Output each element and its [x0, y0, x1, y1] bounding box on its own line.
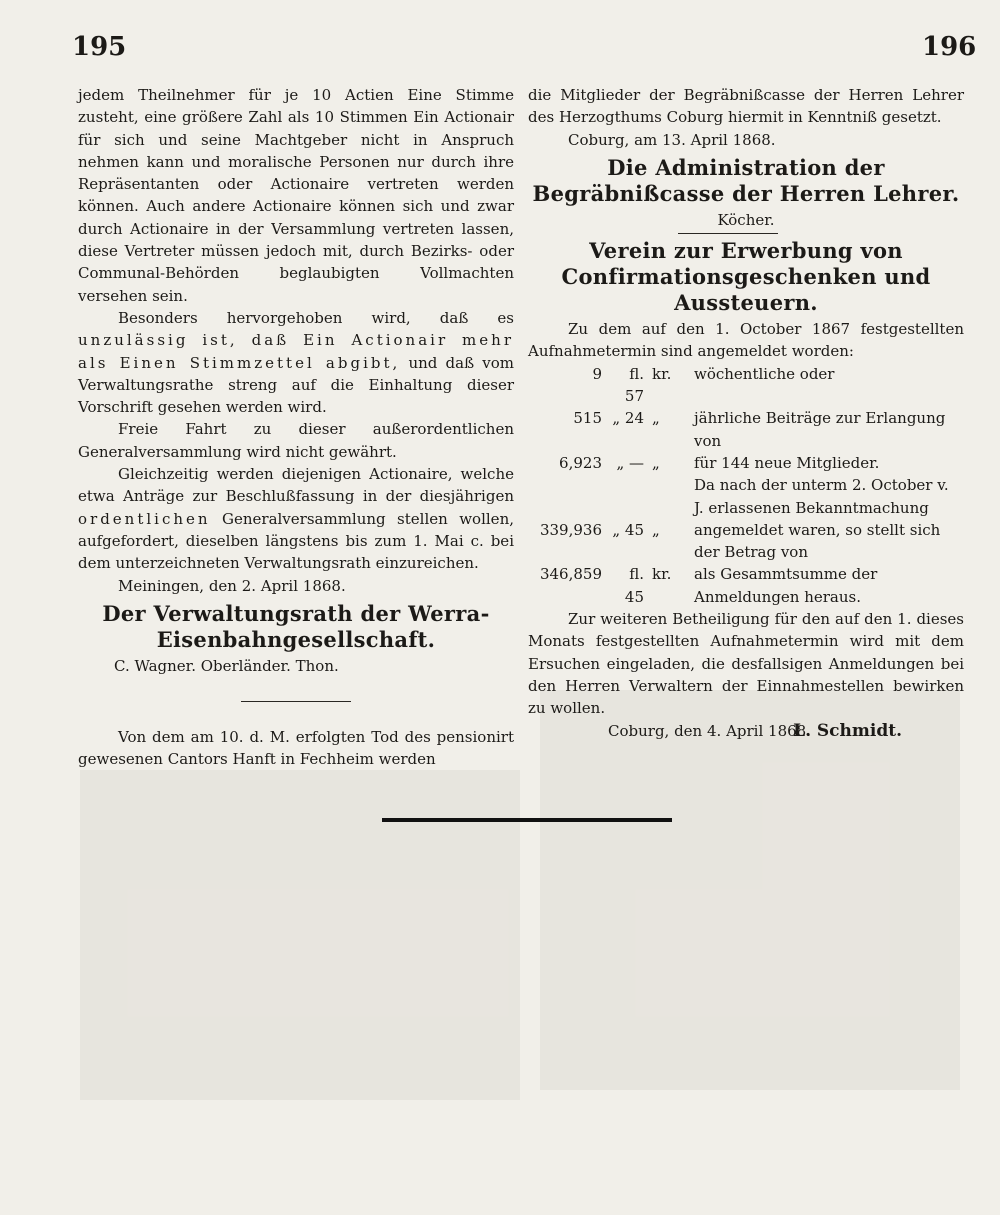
paragraph-emphasis [78, 307, 514, 418]
unit-cell: fl. 57 [624, 364, 644, 406]
unit2-cell: „ [652, 409, 660, 428]
signers: C. Wagner. Oberländer. Thon. [114, 656, 339, 675]
paragraph-free-travel: Freie Fahrt zu dieser außerordentlichen Generalversammlung wird nicht gewährt. [78, 420, 514, 461]
amount-cell: 339,936 [539, 520, 602, 539]
separator-rule [241, 701, 351, 702]
unit2-cell: „ [652, 520, 660, 539]
text-cell: für 144 neue Mitglieder. [694, 453, 880, 472]
unit-cell: fl. 45 [624, 565, 644, 606]
contribution-table [528, 363, 964, 608]
table-row [528, 407, 964, 452]
place-date-text: Coburg, den 4. April 1868. [608, 721, 811, 740]
unit-cell: „ — [616, 453, 644, 472]
page-number-left: 195 [72, 32, 127, 62]
emphasis-rest: und daß vom Verwaltungsrathe streng auf die Einhaltung dieser Vorschrift gesehen werden wird. [78, 353, 514, 417]
left-column [78, 84, 514, 771]
paragraph-voting-rules: jedem Theilnehmer für je 10 Actien Eine Stimme zusteht, eine größere Zahl als 10 Stimmen Ein Actionair für sich und seine Machtgeber nicht in Anspruch nehmen kann und moralische Personen nur durch ihre Repräsentanten oder Actionaire vertreten werden können. Auch andere Actionaire können sich und zwar durch Actionaire in der Versammlung vertreten lassen, diese Vertreter müssen jedoch mit, durch Bezirks- oder Communal-Behörden beglaubigten Vollmachten versehen sein. [78, 86, 514, 305]
amount-cell: 346,859 [539, 565, 602, 584]
proposals-intro: Gleichzeitig werden diejenigen Actionaire, welche etwa Anträge zur Beschlußfassung in der diesjährigen [78, 465, 514, 506]
right-column [528, 84, 964, 742]
amount-cell: 515 [573, 409, 602, 428]
signer-1: Köcher. [717, 210, 775, 229]
unit-cell: „ 45 [612, 520, 644, 539]
signer-2: L. Schmidt. [793, 720, 902, 741]
amount-cell: 9 [592, 364, 602, 383]
association-heading: Verein zur Erwerbung von Confirmationsgeschenken und Aussteuern. [561, 238, 931, 316]
paragraph-invitation: Zur weiteren Betheiligung für den auf den 1. dieses Monats festgestellten Aufnahmetermin wird mit dem Ersuchen eingeladen, die desfallsigen Anmeldungen bei den Herren Verwaltern der Einnahmestellen bewirken zu wollen. [528, 610, 964, 718]
unit2-cell: kr. [652, 364, 672, 383]
paragraph-intro: Zu dem auf den 1. October 1867 festgestellten Aufnahmetermin sind angemeldet worden: [528, 320, 964, 361]
signatory-heading: Der Verwaltungsrath der Werra-Eisenbahngesellschaft. [102, 600, 490, 652]
mid-text-cell: Da nach der unterm 2. October v. J. erlassenen Bekanntmachung [694, 476, 949, 517]
table-row [528, 519, 964, 564]
unit2-cell: „ [652, 453, 660, 472]
amount-cell: 6,923 [559, 453, 602, 472]
heavy-rule [382, 818, 672, 822]
text-cell: wöchentliche oder [694, 364, 835, 383]
death-notice: Von dem am 10. d. M. erfolgten Tod des pensionirt gewesenen Cantors Hanft in Fechheim werden [78, 728, 514, 769]
table-row [528, 563, 964, 608]
unit2-cell: kr. [652, 565, 672, 584]
separator-rule-short [678, 233, 778, 234]
text-cell: angemeldet waren, so stellt sich der Betrag von [694, 520, 941, 562]
proposals-rest: Generalversammlung stellen wollen, aufgefordert, dieselben längstens bis zum 1. Mai c. bei dem unterzeichneten Verwaltungsrath einzureichen. [78, 509, 514, 573]
emphasis-spaced-text: unzulässig ist, daß Ein Actionair mehr als Einen Stimmzettel abgibt, [78, 331, 514, 372]
unit-cell: „ 24 [612, 409, 644, 428]
paragraph-proposals [78, 463, 514, 574]
spacer-cell [528, 474, 690, 519]
proposals-spaced-word: ordentlichen [78, 509, 211, 528]
place-date: Meiningen, den 2. April 1868. [118, 576, 346, 595]
text-cell: als Gesammtsumme der Anmeldungen heraus. [694, 565, 878, 606]
bleed-through-area-right [540, 690, 960, 1090]
place-date-1: Coburg, am 13. April 1868. [568, 130, 776, 149]
table-row [528, 363, 964, 408]
emphasis-intro: Besonders hervorgehoben wird, daß es [118, 308, 514, 327]
table-row [528, 474, 964, 519]
place-date-2 [528, 720, 964, 742]
text-cell: jährliche Beiträge zur Erlangung von [694, 409, 946, 450]
table-row [528, 452, 964, 474]
paragraph-burial-fund: die Mitglieder der Begräbnißcasse der Herren Lehrer des Herzogthums Coburg hiermit in Kenntniß gesetzt. [528, 86, 964, 127]
page-number-right: 196 [922, 32, 977, 62]
administration-heading: Die Administration der Begräbnißcasse der Herren Lehrer. [532, 154, 960, 206]
